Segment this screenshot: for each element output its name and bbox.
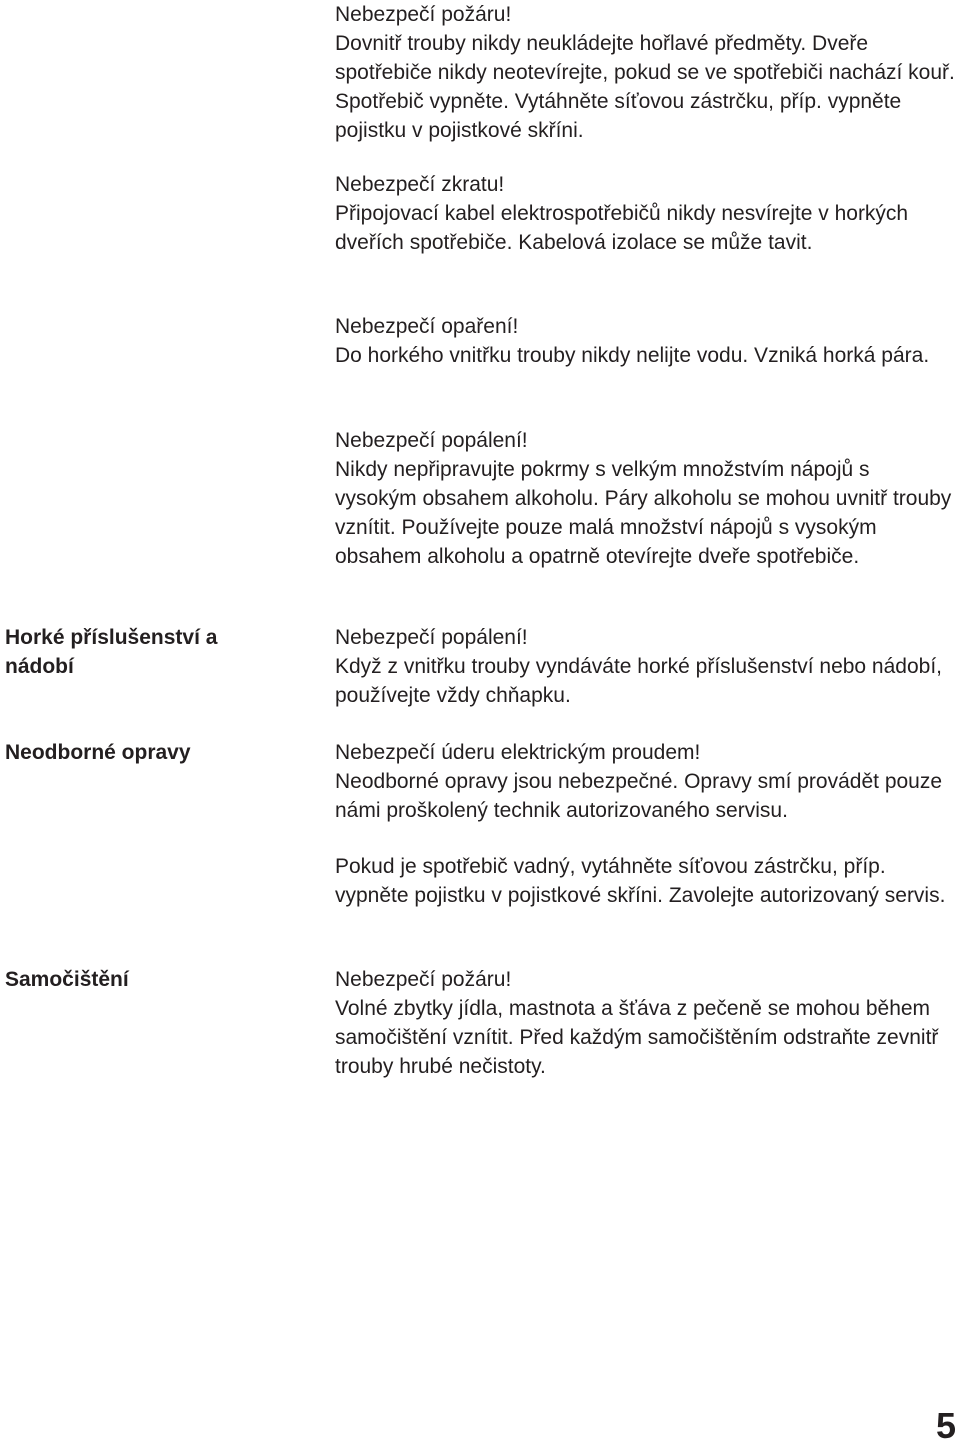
warning-title: Nebezpečí zkratu!	[335, 173, 505, 196]
warning-text: Připojovací kabel elektrospotřebičů nikdy nesvírejte v horkých dveřích spotřebiče. Kabelová izolace se může tavit.	[335, 202, 909, 254]
instruction-text: Pokud je spotřebič vadný, vytáhněte síťovou zástrčku, příp. vypněte pojistku v pojistkové skříni. Zavolejte autorizovaný servis.	[335, 855, 946, 907]
warning-title: Nebezpečí požáru!	[335, 968, 512, 991]
burn-accessories-block	[335, 623, 955, 710]
warning-title: Nebezpečí požáru!	[335, 3, 512, 26]
warning-text: Do horkého vnitřku trouby nikdy nelijte vodu. Vzniká horká pára.	[335, 344, 930, 367]
warning-text: Nikdy nepřipravujte pokrmy s velkým množstvím nápojů s vysokým obsahem alkoholu. Páry alkoholu se mohou uvnitř trouby vznítit. Používejte pouze malá množství nápojů s vysokým obsahem alkoholu a opatrně otevírejte dveře spotřebiče.	[335, 458, 952, 568]
page-number: 5	[935, 1405, 956, 1446]
warning-text: Volné zbytky jídla, mastnota a šťáva z pečeně se mohou během samočištění vznítit. Před každým samočištěním odstraňte zevnitř trouby hrubé nečistoty.	[335, 997, 939, 1078]
warning-text: Neodborné opravy jsou nebezpečné. Opravy smí provádět pouze námi proškolený technik autorizovaného servisu.	[335, 770, 943, 822]
heading-self-cleaning: Samočištění	[5, 968, 129, 991]
warning-title: Nebezpečí popálení!	[335, 626, 528, 649]
warning-title: Nebezpečí úderu elektrickým proudem!	[335, 741, 701, 764]
warning-text: Dovnitř trouby nikdy neukládejte hořlavé předměty. Dveře spotřebiče nikdy neotevírejte, pokud se ve spotřebiči nachází kouř. Spotřebič vypněte. Vytáhněte síťovou zástrčku, příp. vypněte pojistku v pojistkové skříni.	[335, 32, 955, 142]
warning-title: Nebezpečí opaření!	[335, 315, 519, 338]
self-cleaning-fire-block	[335, 965, 955, 1081]
heading-improper-repairs: Neodborné opravy	[5, 741, 191, 764]
warning-text: Když z vnitřku trouby vyndáváte horké příslušenství nebo nádobí, používejte vždy chňapku.	[335, 655, 943, 707]
scalding-block	[335, 312, 955, 370]
warning-title: Nebezpečí popálení!	[335, 429, 528, 452]
short-circuit-block	[335, 170, 955, 257]
defective-appliance-block	[335, 852, 955, 910]
heading-hot-accessories: Horké příslušenství a nádobí	[5, 626, 218, 678]
fire-hazard-block	[335, 0, 955, 145]
burn-alcohol-block	[335, 426, 955, 571]
electric-shock-block	[335, 738, 955, 825]
